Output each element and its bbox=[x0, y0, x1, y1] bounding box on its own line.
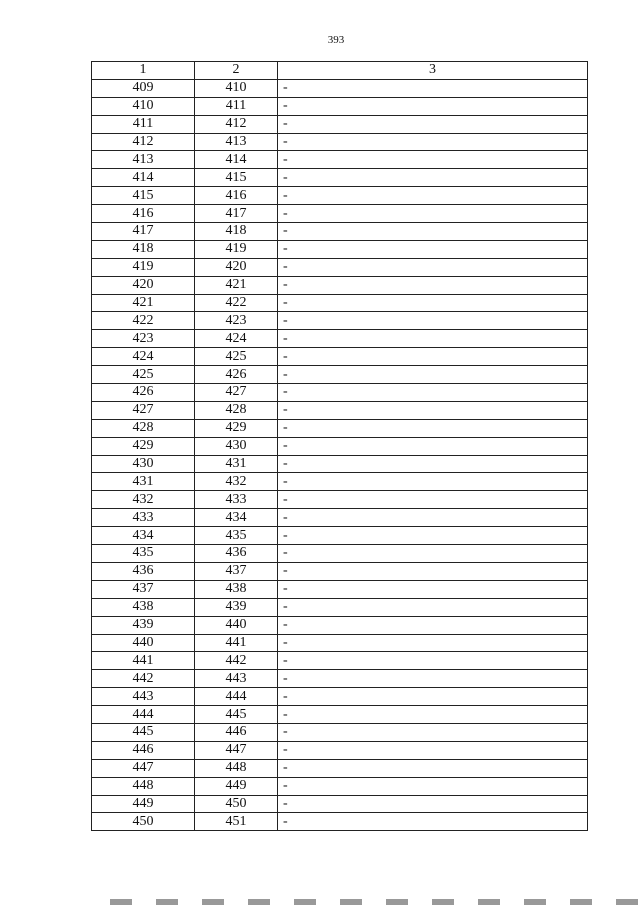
cell-col-1: 449 bbox=[92, 795, 195, 813]
table-row bbox=[92, 795, 588, 813]
cell-col-2: 429 bbox=[195, 419, 278, 437]
cell-col-1: 424 bbox=[92, 348, 195, 366]
cell-col-1: 433 bbox=[92, 509, 195, 527]
cell-col-3: - bbox=[278, 151, 588, 169]
cell-col-3: - bbox=[278, 419, 588, 437]
cell-col-2: 420 bbox=[195, 258, 278, 276]
table-row bbox=[92, 527, 588, 545]
table-row bbox=[92, 115, 588, 133]
cell-col-3: - bbox=[278, 187, 588, 205]
cell-col-2: 444 bbox=[195, 688, 278, 706]
cell-col-2: 443 bbox=[195, 670, 278, 688]
table-row bbox=[92, 312, 588, 330]
cell-col-1: 418 bbox=[92, 240, 195, 258]
table-row bbox=[92, 688, 588, 706]
cell-col-2: 440 bbox=[195, 616, 278, 634]
table-row bbox=[92, 258, 588, 276]
cell-col-1: 425 bbox=[92, 366, 195, 384]
table-row bbox=[92, 437, 588, 455]
table-row bbox=[92, 545, 588, 563]
cell-col-3: - bbox=[278, 634, 588, 652]
cell-col-1: 445 bbox=[92, 723, 195, 741]
cell-col-2: 410 bbox=[195, 79, 278, 97]
cell-col-2: 431 bbox=[195, 455, 278, 473]
table-row bbox=[92, 491, 588, 509]
cell-col-1: 434 bbox=[92, 527, 195, 545]
cell-col-3: - bbox=[278, 437, 588, 455]
cell-col-3: - bbox=[278, 795, 588, 813]
table-row bbox=[92, 223, 588, 241]
cell-col-1: 432 bbox=[92, 491, 195, 509]
cell-col-3: - bbox=[278, 348, 588, 366]
cell-col-2: 446 bbox=[195, 723, 278, 741]
cell-col-2: 426 bbox=[195, 366, 278, 384]
table-row bbox=[92, 348, 588, 366]
cell-col-2: 427 bbox=[195, 384, 278, 402]
cell-col-1: 410 bbox=[92, 97, 195, 115]
cell-col-2: 433 bbox=[195, 491, 278, 509]
cell-col-3: - bbox=[278, 115, 588, 133]
cell-col-3: - bbox=[278, 294, 588, 312]
table-row bbox=[92, 366, 588, 384]
cell-col-1: 428 bbox=[92, 419, 195, 437]
table-row bbox=[92, 652, 588, 670]
cell-col-3: - bbox=[278, 777, 588, 795]
cell-col-1: 438 bbox=[92, 598, 195, 616]
cell-col-1: 429 bbox=[92, 437, 195, 455]
cell-col-2: 423 bbox=[195, 312, 278, 330]
cell-col-2: 436 bbox=[195, 545, 278, 563]
table-row bbox=[92, 276, 588, 294]
table-row bbox=[92, 634, 588, 652]
cell-col-3: - bbox=[278, 401, 588, 419]
cell-col-3: - bbox=[278, 509, 588, 527]
cell-col-3: - bbox=[278, 455, 588, 473]
table-row bbox=[92, 79, 588, 97]
cell-col-3: - bbox=[278, 276, 588, 294]
table-row bbox=[92, 187, 588, 205]
cell-col-3: - bbox=[278, 670, 588, 688]
table-row bbox=[92, 723, 588, 741]
cell-col-3: - bbox=[278, 240, 588, 258]
cell-col-3: - bbox=[278, 813, 588, 831]
cell-col-2: 447 bbox=[195, 741, 278, 759]
table-row bbox=[92, 670, 588, 688]
table-row bbox=[92, 759, 588, 777]
table-row bbox=[92, 294, 588, 312]
cell-col-1: 441 bbox=[92, 652, 195, 670]
cell-col-3: - bbox=[278, 366, 588, 384]
cell-col-2: 435 bbox=[195, 527, 278, 545]
cell-col-3: - bbox=[278, 706, 588, 724]
cell-col-1: 430 bbox=[92, 455, 195, 473]
table-row bbox=[92, 169, 588, 187]
scan-edge-artifact bbox=[110, 899, 640, 905]
cell-col-3: - bbox=[278, 741, 588, 759]
cell-col-1: 448 bbox=[92, 777, 195, 795]
cell-col-1: 446 bbox=[92, 741, 195, 759]
page-number: 393 bbox=[327, 34, 345, 46]
cell-col-2: 442 bbox=[195, 652, 278, 670]
cell-col-1: 437 bbox=[92, 580, 195, 598]
cell-col-1: 415 bbox=[92, 187, 195, 205]
cell-col-3: - bbox=[278, 688, 588, 706]
cell-col-3: - bbox=[278, 384, 588, 402]
cell-col-2: 450 bbox=[195, 795, 278, 813]
cell-col-3: - bbox=[278, 562, 588, 580]
cell-col-2: 412 bbox=[195, 115, 278, 133]
cell-col-2: 445 bbox=[195, 706, 278, 724]
table-row bbox=[92, 598, 588, 616]
cell-col-1: 426 bbox=[92, 384, 195, 402]
cell-col-3: - bbox=[278, 616, 588, 634]
table-row bbox=[92, 330, 588, 348]
cell-col-1: 443 bbox=[92, 688, 195, 706]
cell-col-1: 411 bbox=[92, 115, 195, 133]
cell-col-1: 412 bbox=[92, 133, 195, 151]
table-row bbox=[92, 562, 588, 580]
cell-col-3: - bbox=[278, 223, 588, 241]
table-row bbox=[92, 205, 588, 223]
cell-col-1: 444 bbox=[92, 706, 195, 724]
cell-col-3: - bbox=[278, 598, 588, 616]
column-header-1: 1 bbox=[92, 62, 195, 80]
cell-col-3: - bbox=[278, 491, 588, 509]
cell-col-3: - bbox=[278, 258, 588, 276]
table-row bbox=[92, 741, 588, 759]
column-header-3: 3 bbox=[278, 62, 588, 80]
cell-col-2: 425 bbox=[195, 348, 278, 366]
table-row bbox=[92, 580, 588, 598]
table-row bbox=[92, 151, 588, 169]
cell-col-1: 436 bbox=[92, 562, 195, 580]
cell-col-2: 416 bbox=[195, 187, 278, 205]
cell-col-2: 414 bbox=[195, 151, 278, 169]
cell-col-2: 428 bbox=[195, 401, 278, 419]
cell-col-1: 447 bbox=[92, 759, 195, 777]
cell-col-1: 421 bbox=[92, 294, 195, 312]
cell-col-1: 440 bbox=[92, 634, 195, 652]
column-header-2: 2 bbox=[195, 62, 278, 80]
cell-col-1: 416 bbox=[92, 205, 195, 223]
cell-col-2: 438 bbox=[195, 580, 278, 598]
cell-col-3: - bbox=[278, 312, 588, 330]
cell-col-2: 422 bbox=[195, 294, 278, 312]
cell-col-2: 421 bbox=[195, 276, 278, 294]
cell-col-1: 413 bbox=[92, 151, 195, 169]
cell-col-2: 449 bbox=[195, 777, 278, 795]
cell-col-2: 437 bbox=[195, 562, 278, 580]
cell-col-2: 448 bbox=[195, 759, 278, 777]
cell-col-3: - bbox=[278, 545, 588, 563]
cell-col-3: - bbox=[278, 205, 588, 223]
cell-col-2: 415 bbox=[195, 169, 278, 187]
cell-col-1: 442 bbox=[92, 670, 195, 688]
table-row bbox=[92, 401, 588, 419]
cell-col-2: 419 bbox=[195, 240, 278, 258]
cell-col-3: - bbox=[278, 652, 588, 670]
cell-col-1: 431 bbox=[92, 473, 195, 491]
cell-col-1: 450 bbox=[92, 813, 195, 831]
cell-col-2: 418 bbox=[195, 223, 278, 241]
cell-col-3: - bbox=[278, 473, 588, 491]
cell-col-3: - bbox=[278, 133, 588, 151]
cell-col-3: - bbox=[278, 330, 588, 348]
cell-col-1: 419 bbox=[92, 258, 195, 276]
table-row bbox=[92, 473, 588, 491]
cell-col-1: 422 bbox=[92, 312, 195, 330]
table-body bbox=[92, 79, 588, 830]
table-row bbox=[92, 813, 588, 831]
table-row bbox=[92, 384, 588, 402]
cell-col-3: - bbox=[278, 169, 588, 187]
cell-col-3: - bbox=[278, 759, 588, 777]
cell-col-2: 434 bbox=[195, 509, 278, 527]
cell-col-1: 427 bbox=[92, 401, 195, 419]
table-header bbox=[92, 62, 588, 80]
table-row bbox=[92, 706, 588, 724]
table-row bbox=[92, 97, 588, 115]
cell-col-1: 409 bbox=[92, 79, 195, 97]
cell-col-2: 430 bbox=[195, 437, 278, 455]
cell-col-1: 420 bbox=[92, 276, 195, 294]
cell-col-1: 414 bbox=[92, 169, 195, 187]
table-row bbox=[92, 455, 588, 473]
table-row bbox=[92, 240, 588, 258]
cell-col-1: 423 bbox=[92, 330, 195, 348]
table-row bbox=[92, 777, 588, 795]
cell-col-2: 413 bbox=[195, 133, 278, 151]
cell-col-3: - bbox=[278, 723, 588, 741]
table-row bbox=[92, 616, 588, 634]
table-row bbox=[92, 133, 588, 151]
cell-col-3: - bbox=[278, 79, 588, 97]
cell-col-2: 432 bbox=[195, 473, 278, 491]
cell-col-1: 435 bbox=[92, 545, 195, 563]
cell-col-2: 424 bbox=[195, 330, 278, 348]
cell-col-2: 417 bbox=[195, 205, 278, 223]
cell-col-3: - bbox=[278, 527, 588, 545]
cell-col-2: 451 bbox=[195, 813, 278, 831]
cell-col-1: 417 bbox=[92, 223, 195, 241]
table-row bbox=[92, 419, 588, 437]
cell-col-3: - bbox=[278, 580, 588, 598]
table-row bbox=[92, 509, 588, 527]
data-table bbox=[91, 61, 588, 831]
cell-col-3: - bbox=[278, 97, 588, 115]
cell-col-2: 439 bbox=[195, 598, 278, 616]
cell-col-2: 411 bbox=[195, 97, 278, 115]
header-row bbox=[92, 62, 588, 80]
cell-col-2: 441 bbox=[195, 634, 278, 652]
cell-col-1: 439 bbox=[92, 616, 195, 634]
